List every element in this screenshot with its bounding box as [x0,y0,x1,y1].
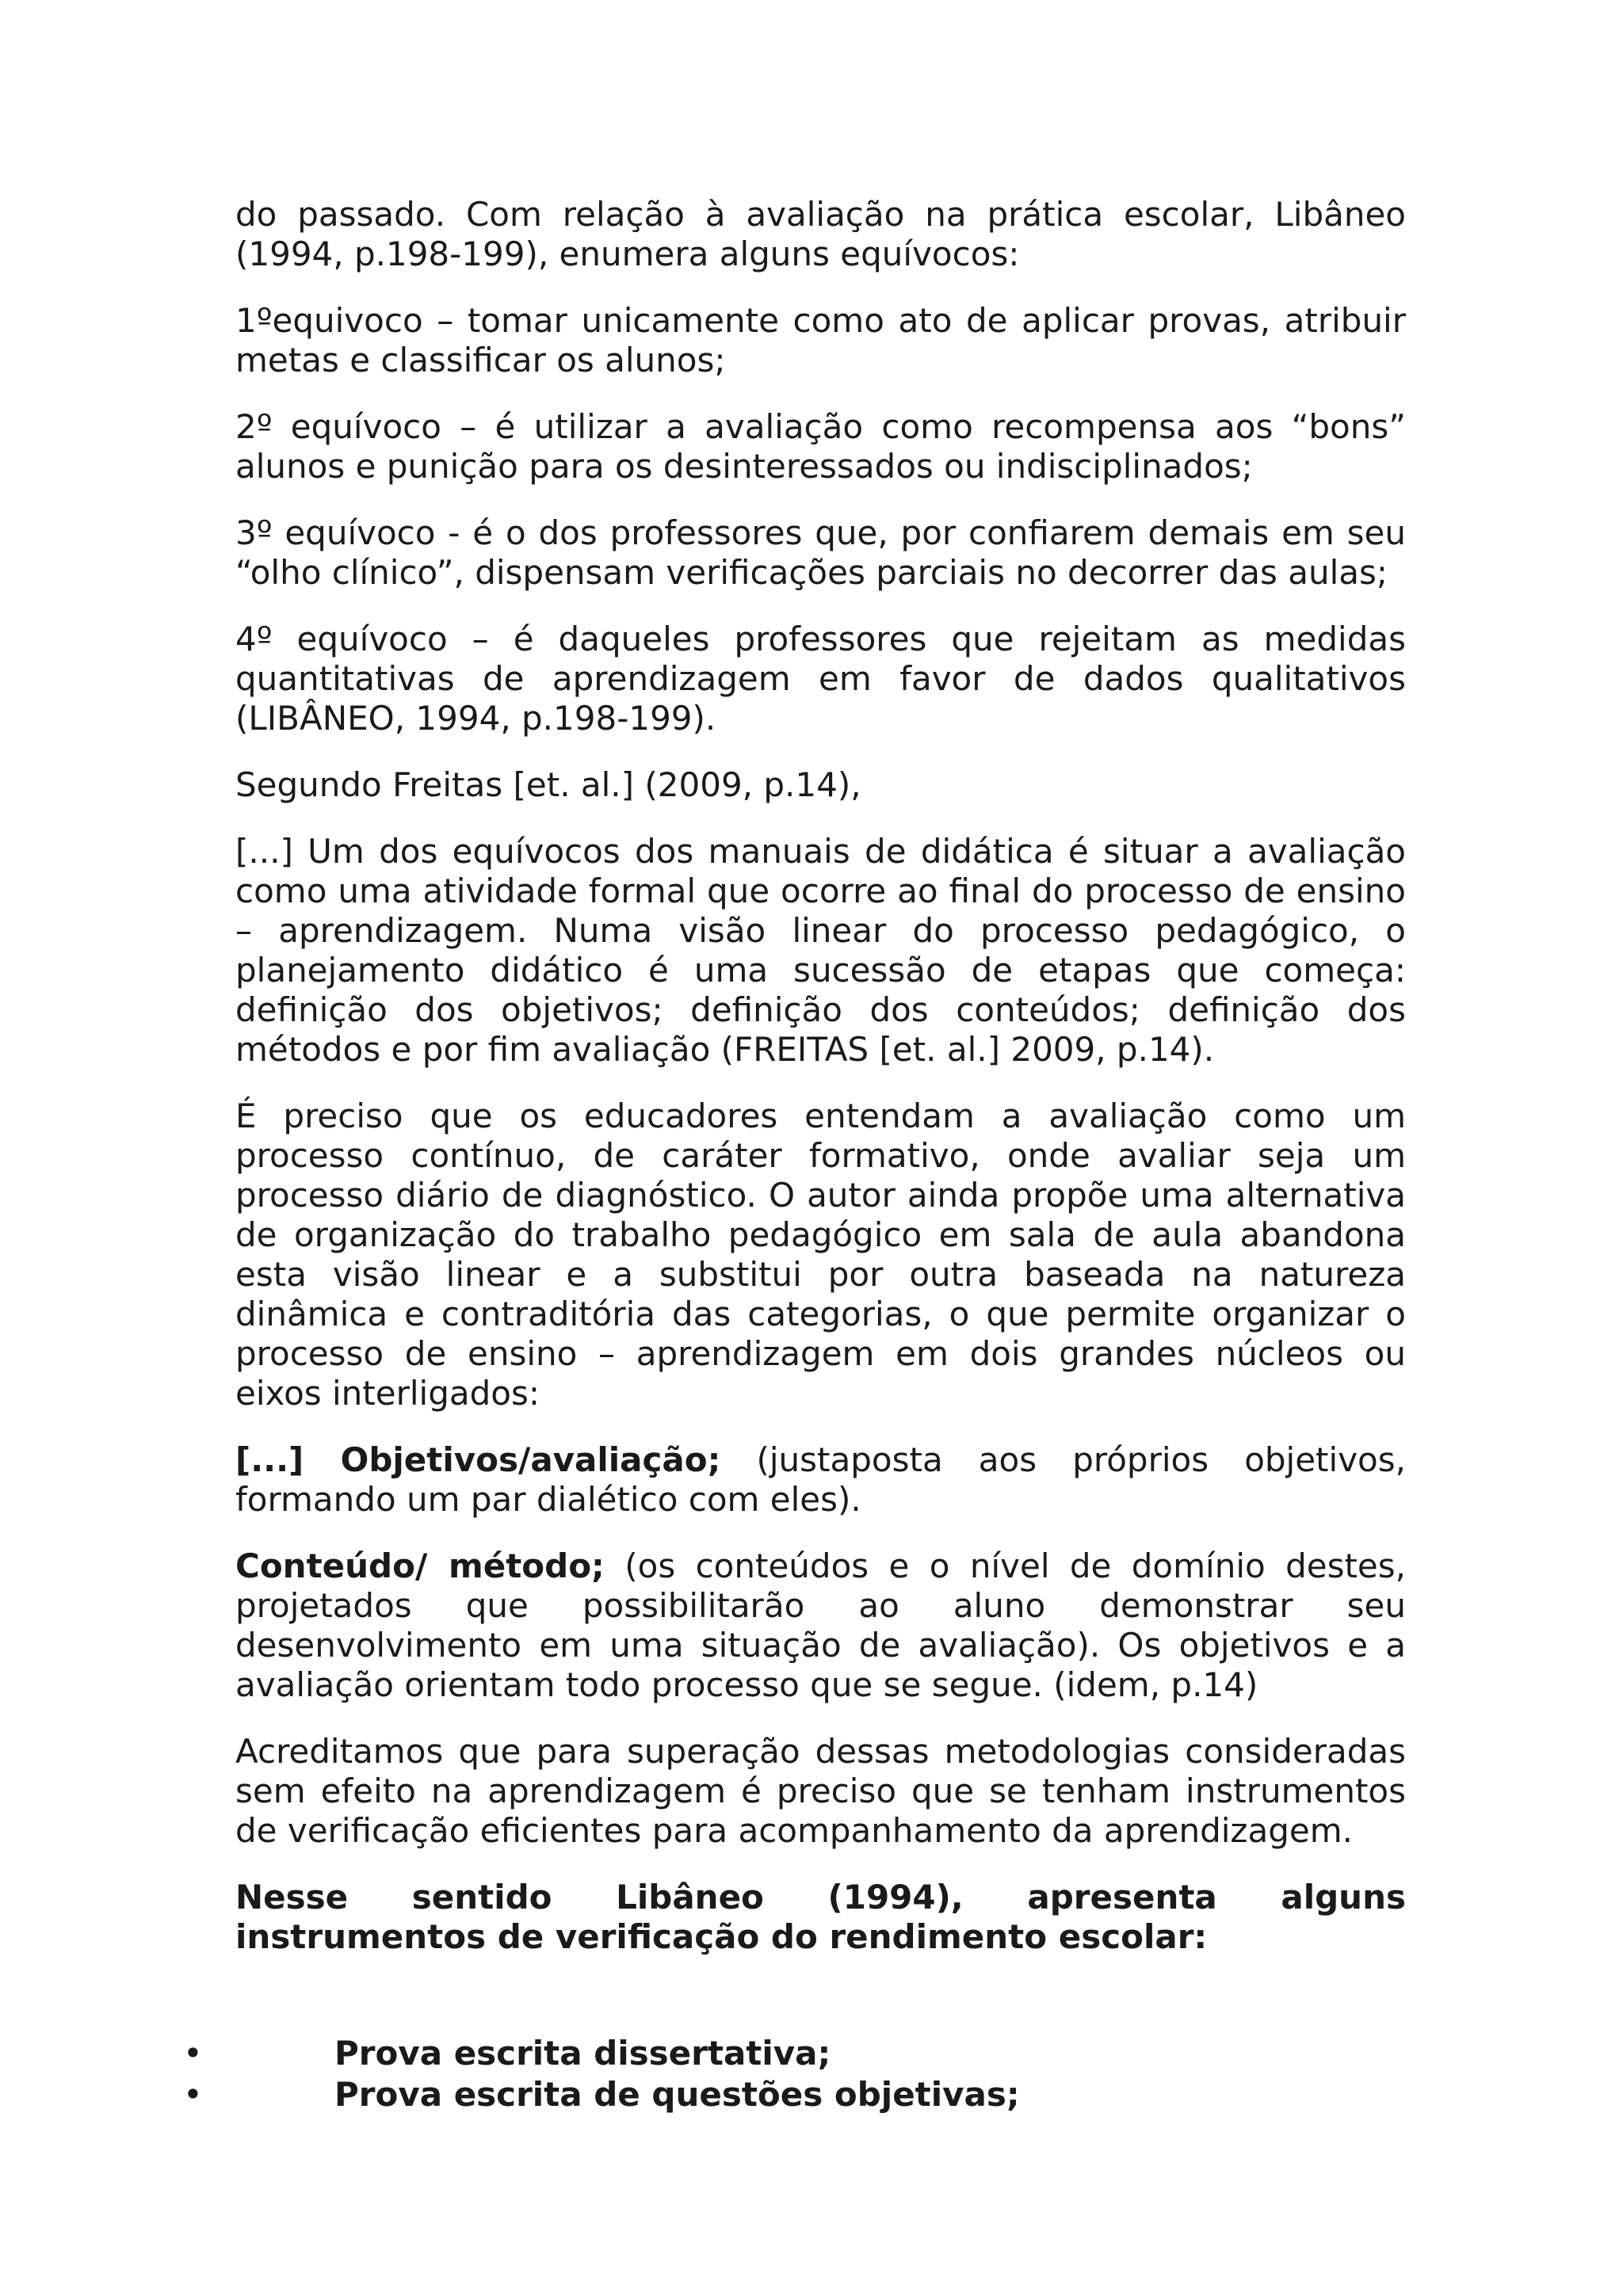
bullet-icon: • [183,2075,203,2114]
list-item [183,2074,1451,2115]
paragraph-avaliacao-processo: É preciso que os educadores entendam a avaliação como um processo contínuo, de caráter formativo, onde avaliar seja um processo diário de diagnóstico. O autor ainda propõe uma alternativa de organização do trabalho pedagógico em sala de aula abandona esta visão linear e a substitui por outra baseada na natureza dinâmica e contraditória das categorias, o que permite organizar o processo de ensino – aprendizagem em dois grandes núcleos ou eixos interligados: [235,1097,1406,1413]
bullet-icon: • [183,2034,203,2073]
paragraph-equivoco-2: 2º equívoco – é utilizar a avaliação como recompensa aos “bons” alunos e punição para os desinteressados ou indisciplinados; [235,407,1406,486]
conteudo-text: (os conteúdos e o nível de domínio destes, projetados que possibilitarão ao aluno demonstrar seu desenvolvimento em uma situação de avaliação). Os objetivos e a avaliação orientam todo processo que se segue. (idem, p.14) [235,1547,1406,1704]
list-item-text: Prova escrita de questões objetivas; [334,2075,1020,2114]
paragraph-equivoco-3: 3º equívoco - é o dos professores que, por confiarem demais em seu “olho clínico”, dispensam verificações parciais no decorrer das aulas; [235,513,1406,592]
conteudo-heading: Conteúdo/ método; [235,1547,605,1585]
objetivos-heading: [...] Objetivos/avaliação; [235,1440,721,1479]
paragraph-conteudo [235,1547,1406,1705]
paragraph-objetivos [235,1440,1406,1520]
paragraph-equivoco-1: 1ºequivoco – tomar unicamente como ato de aplicar provas, atribuir metas e classificar os alunos; [235,301,1406,379]
paragraph-intro: do passado. Com relação à avaliação na prática escolar, Libâneo (1994, p.198-199), enumera alguns equívocos: [235,195,1406,273]
paragraph-closing: Acreditamos que para superação dessas metodologias consideradas sem efeito na aprendizagem é preciso que se tenham instrumentos de verificação eficientes para acompanhamento da aprendizagem. [235,1732,1406,1850]
list-item-text: Prova escrita dissertativa; [334,2034,831,2073]
paragraph-freitas-intro: Segundo Freitas [et. al.] (2009, p.14), [235,765,861,804]
objetivos-text: (justaposta aos próprios objetivos, formando um par dialético com eles). [235,1440,1406,1519]
document-body [235,195,1406,1984]
list-item [183,2033,1451,2074]
paragraph-equivoco-4: 4º equívoco – é daqueles professores que rejeitam as medidas quantitativas de aprendizagem em favor de dados qualitativos (LIBÂNEO, 1994, p.198-199). [235,620,1406,738]
bullet-list [183,2033,1451,2115]
paragraph-freitas-quote: [...] Um dos equívocos dos manuais de didática é situar a avaliação como uma atividade formal que ocorre ao final do processo de ensino – aprendizagem. Numa visão linear do processo pedagógico, o planejamento didático é uma sucessão de etapas que começa: definição dos objetivos; definição dos conteúdos; definição dos métodos e por fim avaliação (FREITAS [et. al.] 2009, p.14). [235,832,1406,1069]
paragraph-bold-intro: Nesse sentido Libâneo (1994), apresenta alguns instrumentos de verificação do rendimento escolar: [235,1878,1406,1956]
